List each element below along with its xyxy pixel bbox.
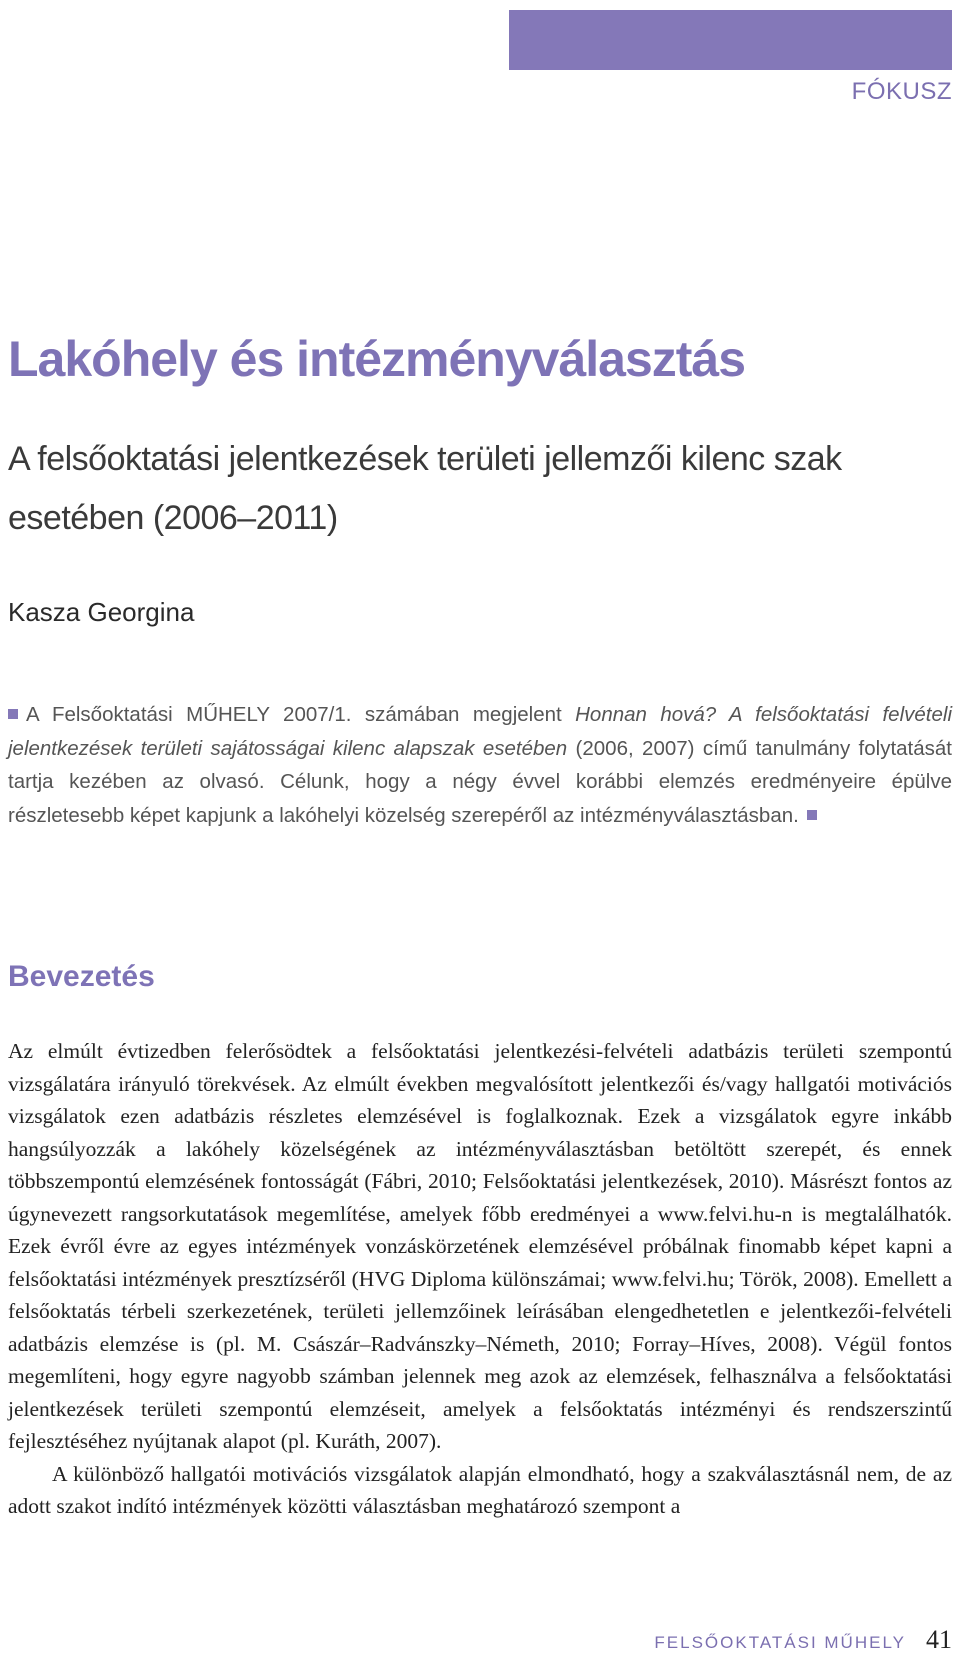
journal-name: FELSŐOKTATÁSI MŰHELY xyxy=(654,1633,906,1652)
header-color-bar xyxy=(509,10,952,70)
square-bullet-icon xyxy=(8,709,18,719)
paragraph: A különböző hallgatói motivációs vizsgálatok alapján elmondható, hogy a szakválasztásnál nem, de az adott szakot indító intézmények közötti választásban meghatározó szempont a xyxy=(8,1461,952,1518)
page-number: 41 xyxy=(926,1625,952,1654)
abstract xyxy=(8,698,952,832)
section-label: FÓKUSZ xyxy=(851,78,952,105)
square-end-mark-icon xyxy=(807,810,817,820)
cited-article-title: Honnan hová? A felsőoktatási felvételi jelentkezések területi sajátosságai kilenc alapszak esetében xyxy=(8,703,952,760)
abstract-text-start: A Felsőoktatási MŰHELY 2007/1. számában megjelent xyxy=(26,703,576,726)
article-title: Lakóhely és intézményválasztás xyxy=(8,331,746,387)
author-name: Kasza Georgina xyxy=(8,597,195,627)
abstract-text-end: (2006, 2007) című tanulmány folytatását tartja kezében az olvasó. Célunk, hogy a négy évvel korábbi elemzés eredményeire épülve részletesebb képet kapjunk a lakóhelyi közelség szerepéről az intézményválasztásban. xyxy=(8,736,952,827)
page-footer xyxy=(654,1625,952,1655)
body-text xyxy=(8,1035,952,1523)
paragraph: Az elmúlt évtizedben felerősödtek a felsőoktatási jelentkezési-felvételi adatbázis területi szempontú vizsgálatára irányuló törekvések. Az elmúlt években megvalósított jelentkezői és/vagy hallgatói motivációs vizsgálatok ezen adatbázis részletes elemzésével is foglalkoznak. Ezek a vizsgálatok egyre inkább hangsúlyozzák a lakóhely közelségének az intézményválasztásban betöltött szerepét, és ennek többszempontú elemzésének fontosságát (Fábri, 2010; Felsőoktatási jelentkezések, 2010). Másrészt fontos az úgynevezett rangsorkutatások megemlítése, amelyek főbb eredményei a www.felvi.hu-n is megtalálhatók. Ezek évről évre az egyes intézmények vonzáskörzetének elemzésével próbálnak finomabb képet kapni a felsőoktatási intézmények presztízséről (HVG Diploma különszámai; www.felvi.hu; Török, 2008). Emellett a felsőoktatás térbeli szerkezetének, területi jellemzőinek leírásában elengedhetetlen e jelentkezői-felvételi adatbázis elemzése is (pl. M. Császár–Radvánszky–Németh, 2010; Forray–Híves, 2008). Végül fontos megemlíteni, hogy egyre nagyobb számban jelennek meg azok az elemzések, felhasználva a felsőoktatási jelentkezések területi szempontú elemzéseit, amelyek a felsőoktatás intézményi és rendszerszintű fejlesztéséhez nyújtanak alapot (pl. Kuráth, 2007). xyxy=(8,1039,952,1453)
article-subtitle: A felsőoktatási jelentkezések területi jellemzői kilenc szak esetében (2006–2011) xyxy=(8,440,842,537)
section-heading: Bevezetés xyxy=(8,960,155,993)
